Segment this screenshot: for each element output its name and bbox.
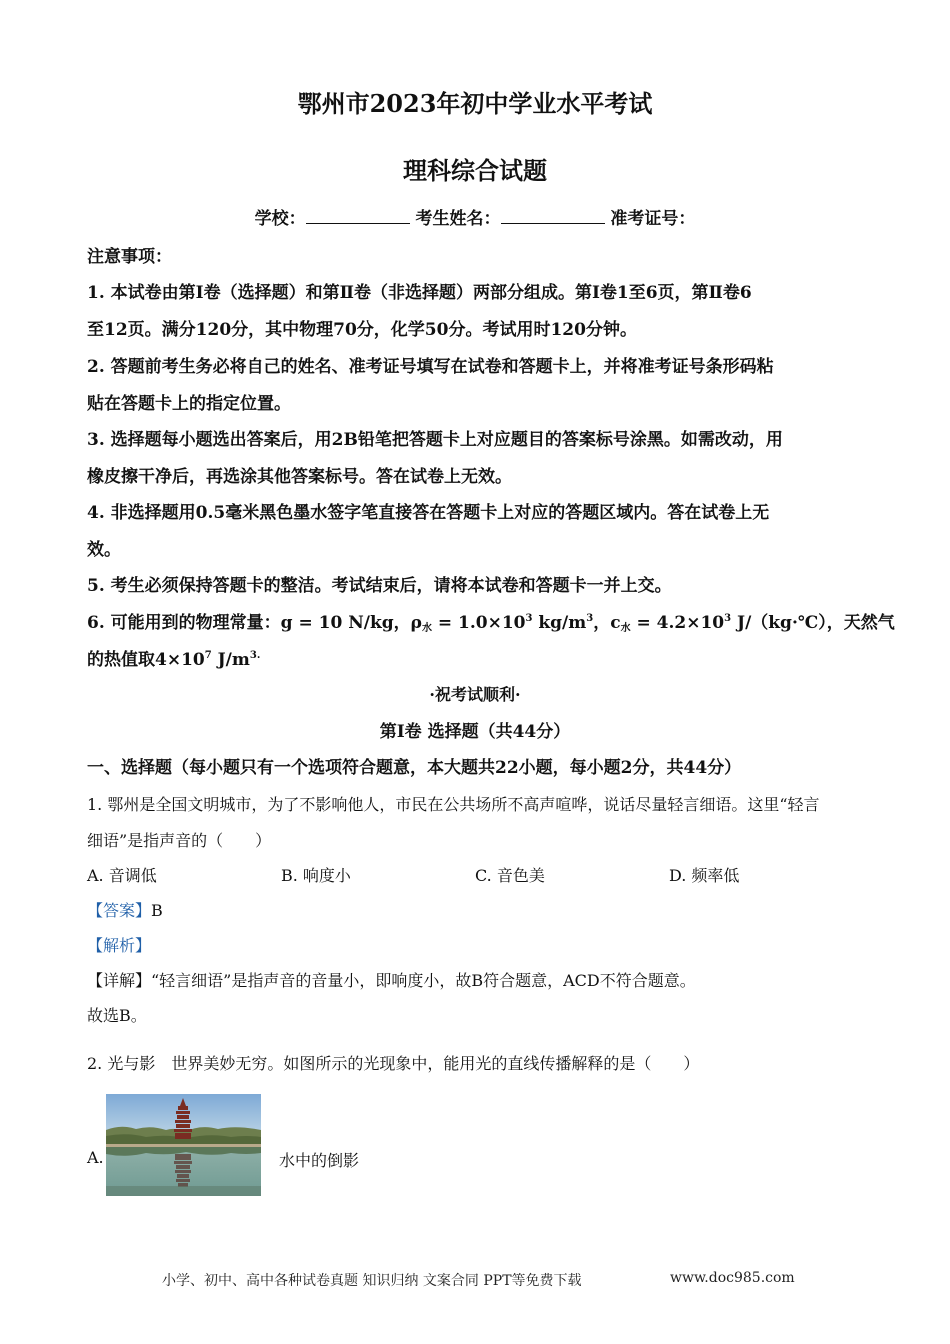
note-6-sup: 3	[586, 613, 594, 624]
q1-option-a: A. 音调低	[87, 866, 157, 885]
notes-heading: 注意事项：	[87, 247, 172, 267]
id-label: 准考证号：	[610, 209, 696, 229]
note-6-part: 的热值取4×10	[87, 650, 205, 670]
info-line	[0, 204, 950, 229]
exam-wish: ·祝考试顺利·	[429, 685, 521, 704]
q1-answer	[87, 898, 163, 921]
q1-stem-line-2: 细语”是指声音的（ ）	[87, 831, 272, 850]
note-3-line-1: 3. 选择题每小题选出答案后，用2B铅笔把答题卡上对应题目的答案标号涂黑。如需改动，用	[87, 430, 783, 450]
q1-conclusion: 故选B。	[87, 1006, 147, 1025]
q1-option-c: C. 音色美	[475, 866, 545, 885]
part-title: 第Ⅰ卷 选择题（共44分）	[379, 722, 571, 742]
note-6-part: kg/m	[532, 613, 587, 633]
note-6-line-1	[87, 608, 895, 633]
q2-option-a-label: A.	[87, 1148, 104, 1167]
note-4-line-1: 4. 非选择题用0.5毫米黑色墨水签字笔直接答在答题卡上对应的答题区域内。答在试卷上无	[87, 503, 770, 523]
school-blank	[306, 209, 410, 224]
note-6-part: J/m	[211, 650, 250, 670]
q1-analysis-tag: 【解析】	[87, 936, 152, 955]
name-blank	[501, 209, 605, 224]
name-label: 考生姓名：	[415, 209, 501, 229]
note-5: 5. 考生必须保持答题卡的整洁。考试结束后，请将本试卷和答题卡一并上交。	[87, 576, 672, 596]
pagoda-reflection-image	[106, 1094, 261, 1196]
note-3-line-2: 橡皮擦干净后，再选涂其他答案标号。答在试卷上无效。	[87, 467, 512, 487]
note-1-line-2: 至12页。满分120分，其中物理70分，化学50分。考试用时120分钟。	[87, 320, 637, 340]
q1-detail: 【详解】“轻言细语”是指声音的音量小，即响度小，故B符合题意，ACD不符合题意。	[87, 971, 696, 990]
note-6-part: = 1.0×10	[431, 613, 526, 633]
note-6-sub: 水	[620, 623, 631, 634]
note-1-line-1: 1. 本试卷由第Ⅰ卷（选择题）和第Ⅱ卷（非选择题）两部分组成。第Ⅰ卷1至6页，第Ⅱ卷6	[87, 283, 752, 303]
note-6-part: J/（kg·℃），天然气	[731, 613, 895, 633]
footer-text: 小学、初中、高中各种试卷真题 知识归纳 文案合同 PPT等免费下载	[162, 1273, 582, 1289]
note-6-sup: 3	[724, 613, 732, 624]
note-6-sup: 3	[525, 613, 533, 624]
note-6-line-2	[87, 645, 260, 670]
q1-option-b: B. 响度小	[281, 866, 351, 885]
note-2-line-2: 贴在答题卡上的指定位置。	[87, 394, 291, 414]
section-heading: 一、选择题（每小题只有一个选项符合题意，本大题共22小题，每小题2分，共44分）	[87, 758, 742, 778]
q2-stem: 2. 光与影 世界美妙无穷。如图所示的光现象中，能用光的直线传播解释的是（ ）	[87, 1054, 700, 1073]
note-6-sup: 3.	[249, 650, 261, 661]
exam-subtitle: 理科综合试题	[403, 156, 547, 185]
q2-option-a-text: 水中的倒影	[279, 1151, 360, 1170]
note-6-part: ，c	[593, 613, 621, 633]
note-4-line-2: 效。	[87, 540, 121, 560]
note-6-sub: 水	[421, 623, 432, 634]
answer-value: B	[151, 901, 163, 920]
school-label: 学校：	[254, 209, 306, 229]
footer-url[interactable]: www.doc985.com	[670, 1270, 795, 1286]
note-2-line-1: 2. 答题前考生务必将自己的姓名、准考证号填写在试卷和答题卡上，并将准考证号条形码粘	[87, 357, 774, 377]
note-6-part: = 4.2×10	[630, 613, 725, 633]
q1-stem-line-1: 1. 鄂州是全国文明城市，为了不影响他人，市民在公共场所不高声喧哗，说话尽量轻言细语。这里“轻言	[87, 795, 820, 814]
note-6-part: 6. 可能用到的物理常量：g = 10 N/kg，ρ	[87, 613, 422, 633]
note-6-sup: 7	[204, 650, 212, 661]
exam-title: 鄂州市2023年初中学业水平考试	[297, 89, 653, 118]
q1-option-d: D. 频率低	[669, 866, 740, 885]
answer-tag: 【答案】	[87, 901, 152, 920]
